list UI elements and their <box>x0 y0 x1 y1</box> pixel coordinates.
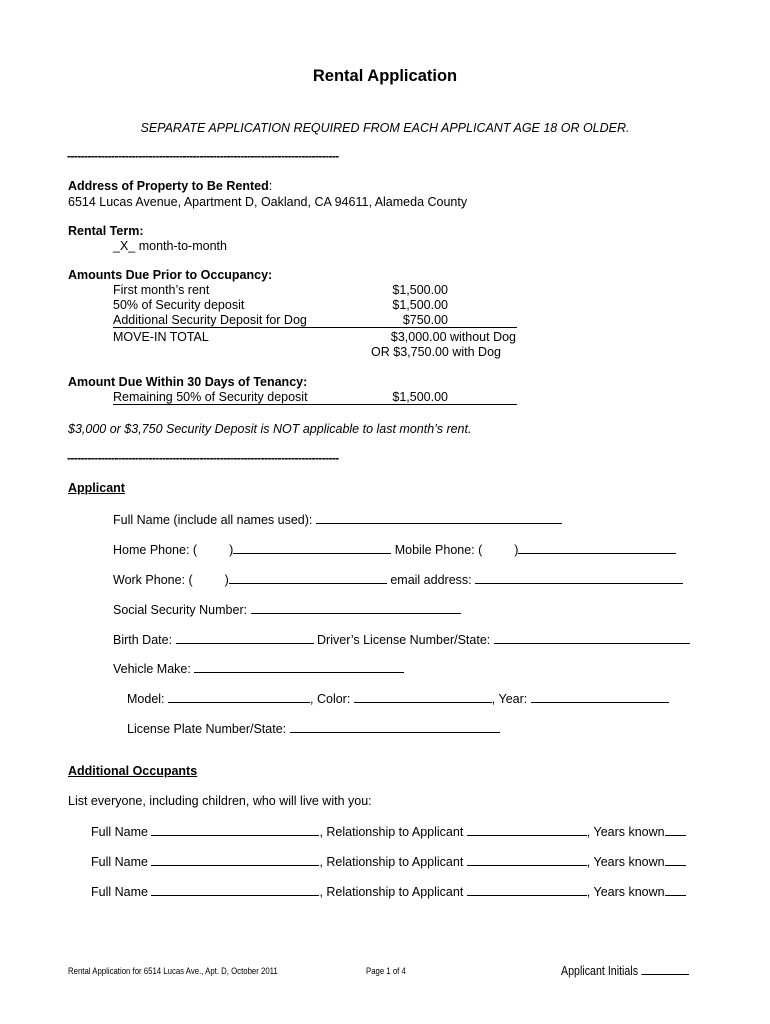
occupant-relationship-label: , Relationship to Applicant <box>319 855 464 869</box>
rental-term-heading: Rental Term: <box>68 224 144 238</box>
model-field[interactable] <box>168 690 310 703</box>
home-phone-row <box>113 541 676 558</box>
occupant-relationship-field[interactable] <box>467 823 587 836</box>
move-in-total-line1: $3,000.00 without Dog <box>390 330 516 344</box>
vehicle-make-row <box>113 660 404 677</box>
email-field[interactable] <box>475 571 683 584</box>
occupant-years-label: , Years known <box>586 855 665 869</box>
occupant-row <box>91 883 686 900</box>
property-address: 6514 Lucas Avenue, Apartment D, Oakland, CA 94611, Alameda County <box>68 195 468 209</box>
full-name-row <box>113 511 562 528</box>
subtitle: SEPARATE APPLICATION REQUIRED FROM EACH APPLICANT AGE 18 OR OLDER. <box>140 121 630 135</box>
divider-top: -------------------------------------------------------------------------------- <box>67 149 339 163</box>
email-label: email address: <box>390 573 472 587</box>
deposit-note: $3,000 or $3,750 Security Deposit is NOT applicable to last month’s rent. <box>68 422 472 436</box>
occupant-years-field[interactable] <box>665 853 686 866</box>
occupant-years-field[interactable] <box>665 823 686 836</box>
year-label: , Year: <box>491 692 528 706</box>
license-label: Driver’s License Number/State: <box>317 633 491 647</box>
amount-30-value: $1,500.00 <box>392 390 448 404</box>
occupants-intro: List everyone, including children, who will live with you: <box>68 794 372 808</box>
amount-row-label: Additional Security Deposit for Dog <box>113 313 307 327</box>
move-in-total-line2: OR $3,750.00 with Dog <box>371 345 501 359</box>
model-label: Model: <box>127 692 165 706</box>
home-phone-label: Home Phone: ( <box>113 543 198 557</box>
birth-date-field[interactable] <box>176 631 314 644</box>
mobile-phone-field[interactable] <box>518 541 676 554</box>
rental-term-value: _X_ month-to-month <box>113 239 227 253</box>
occupant-years-field[interactable] <box>665 883 686 896</box>
occupant-relationship-field[interactable] <box>467 883 587 896</box>
home-phone-paren: ) <box>229 543 234 557</box>
ssn-label: Social Security Number: <box>113 603 248 617</box>
occupant-relationship-label: , Relationship to Applicant <box>319 885 464 899</box>
plate-row <box>127 720 500 737</box>
work-phone-label: Work Phone: ( <box>113 573 193 587</box>
full-name-field[interactable] <box>316 511 562 524</box>
vehicle-make-label: Vehicle Make: <box>113 662 191 676</box>
ssn-row <box>113 601 461 618</box>
plate-label: License Plate Number/State: <box>127 722 287 736</box>
occupant-years-label: , Years known <box>586 885 665 899</box>
occupant-row <box>91 823 686 840</box>
page-title: Rental Application <box>312 67 458 85</box>
birth-date-label: Birth Date: <box>113 633 173 647</box>
occupant-name-field[interactable] <box>151 823 319 836</box>
occupant-name-label: Full Name <box>91 825 148 839</box>
footer-document-title: Rental Application for 6514 Lucas Ave., Apt. D, October 2011 <box>68 966 278 977</box>
occupant-name-field[interactable] <box>151 853 319 866</box>
occupant-relationship-field[interactable] <box>467 853 587 866</box>
full-name-label: Full Name (include all names used): <box>113 513 313 527</box>
work-phone-row <box>113 571 683 588</box>
home-phone-field[interactable] <box>233 541 391 554</box>
amount-30-heading: Amount Due Within 30 Days of Tenancy: <box>68 375 308 389</box>
amounts-prior-heading: Amounts Due Prior to Occupancy: <box>68 268 273 282</box>
divider-middle: -------------------------------------------------------------------------------- <box>67 451 339 465</box>
plate-field[interactable] <box>290 720 500 733</box>
footer-page-number: Page 1 of 4 <box>366 966 406 977</box>
subtotal-rule <box>113 327 517 328</box>
occupant-row <box>91 853 686 870</box>
occupants-heading: Additional Occupants <box>68 764 198 778</box>
footer-initials-label: Applicant Initials <box>561 963 639 978</box>
initials-field[interactable] <box>641 962 689 975</box>
vehicle-details-row <box>127 690 669 707</box>
year-field[interactable] <box>531 690 669 703</box>
mobile-phone-paren: ) <box>514 543 519 557</box>
vehicle-make-field[interactable] <box>194 660 404 673</box>
amount-row-label: First month’s rent <box>113 283 210 297</box>
amount-row-value: $750.00 <box>402 313 448 327</box>
color-field[interactable] <box>354 690 492 703</box>
amount-30-label: Remaining 50% of Security deposit <box>113 390 308 404</box>
move-in-total-label: MOVE-IN TOTAL <box>113 330 209 344</box>
footer-initials-row <box>561 962 689 978</box>
property-heading: Address of Property to Be Rented <box>68 179 269 193</box>
occupant-name-label: Full Name <box>91 855 148 869</box>
work-phone-paren: ) <box>224 573 229 587</box>
amount-row-value: $1,500.00 <box>392 298 448 312</box>
amount-30-rule <box>113 404 517 405</box>
license-field[interactable] <box>494 631 690 644</box>
occupant-relationship-label: , Relationship to Applicant <box>319 825 464 839</box>
mobile-phone-label: Mobile Phone: ( <box>394 543 483 557</box>
work-phone-field[interactable] <box>229 571 387 584</box>
birth-date-row <box>113 631 690 648</box>
property-heading-colon: : <box>268 179 273 193</box>
ssn-field[interactable] <box>251 601 461 614</box>
applicant-heading: Applicant <box>68 481 125 495</box>
occupant-years-label: , Years known <box>586 825 665 839</box>
color-label: , Color: <box>310 692 351 706</box>
property-heading-line <box>68 179 272 194</box>
amount-row-label: 50% of Security deposit <box>113 298 245 312</box>
occupant-name-label: Full Name <box>91 885 148 899</box>
amount-row-value: $1,500.00 <box>392 283 448 297</box>
occupant-name-field[interactable] <box>151 883 319 896</box>
